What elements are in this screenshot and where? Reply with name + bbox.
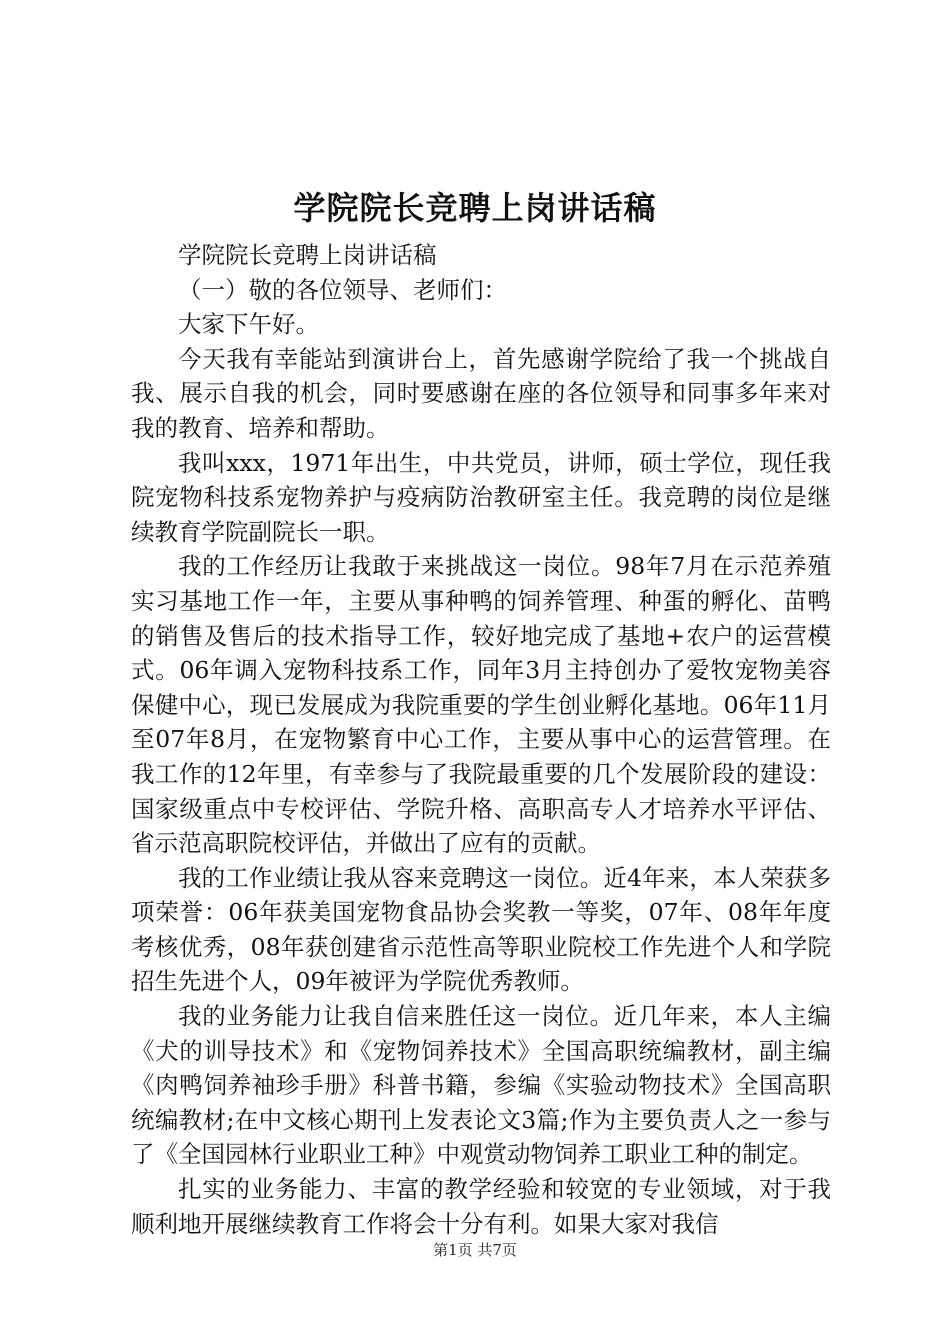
paragraph-conclusion: 扎实的业务能力、丰富的教学经验和较宽的专业领域，对于我顺利地开展继续教育工作将会十分有利。如果大家对我信 (131, 1175, 831, 1238)
paragraph-subtitle: 学院院长竞聘上岗讲话稿 (178, 241, 437, 269)
paragraph-greeting: 大家下午好。 (178, 310, 319, 339)
paragraph-achievements: 我的工作业绩让我从容来竞聘这一岗位。近4年来，本人荣获多项荣誉：06年获美国宠物食品协会奖教一等奖，07年、08年年度考核优秀，08年获创建省示范性高等职业院校工作先进个人和学院招生先进个人，09年被评为学院优秀教师。 (131, 863, 831, 996)
paragraph-professional-ability: 我的业务能力让我自信来胜任这一岗位。近几年来，本人主编《犬的训导技术》和《宠物饲养技术》全国高职统编教材，副主编《肉鸭饲养袖珍手册》科普书籍，参编《实验动物技术》全国高职统编教材;在中文核心期刊上发表论文3篇;作为主要负责人之一参与了《全国园林行业职业工种》中观赏动物饲养工职业工种的制定。 (131, 1002, 831, 1169)
document-title: 学院院长竞聘上岗讲话稿 (293, 189, 657, 227)
paragraph-thanks: 今天我有幸能站到演讲台上，首先感谢学院给了我一个挑战自我、展示自我的机会，同时要感谢在座的各位领导和同事多年来对我的教育、培养和帮助。 (131, 344, 831, 442)
document-body (131, 238, 831, 1241)
paragraph-introduction: 我叫xxx，1971年出生，中共党员，讲师，硕士学位，现任我院宠物科技系宠物养护与疫病防治教研室主任。我竞聘的岗位是继续教育学院副院长一职。 (131, 448, 831, 546)
paragraph-work-experience: 我的工作经历让我敢于来挑战这一岗位。98年7月在示范养殖实习基地工作一年，主要从事种鸭的饲养管理、种蛋的孵化、苗鸭的销售及售后的技术指导工作，较好地完成了基地+农户的运营模式。06年调入宠物科技系工作，同年3月主持创办了爱牧宠物美容保健中心，现已发展成为我院重要的学生创业孵化基地。06年11月至07年8月，在宠物繁育中心工作，主要从事中心的运营管理。在我工作的12年里，有幸参与了我院最重要的几个发展阶段的建设：国家级重点中专校评估、学院升格、高职高专人才培养水平评估、省示范高职院校评估，并做出了应有的贡献。 (131, 552, 831, 858)
paragraph-salutation: （一）敬的各位领导、老师们： (178, 275, 507, 304)
page-number: 第1页 共7页 (433, 1241, 517, 1259)
